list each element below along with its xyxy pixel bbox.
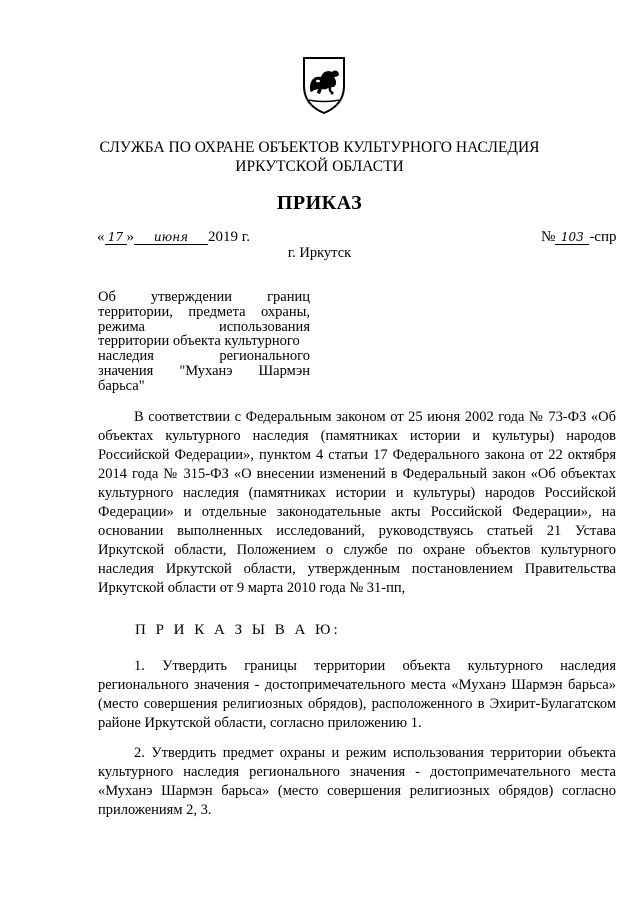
date-month-handwritten: июня xyxy=(134,231,208,245)
subject-word: регионального xyxy=(219,348,310,365)
subject-word: границ xyxy=(267,289,310,305)
subject-word: Об xyxy=(98,289,116,305)
subject-line xyxy=(98,349,310,364)
subject-word: Шармэн xyxy=(258,362,310,379)
order-item-2: 2. Утвердить предмет охраны и режим использования территории объекта культурного наследия регионального значения - достопримечательного места «Муханэ Шармэн барьса» (место совершения религиозных обрядов) согласно приложениям 2, 3. xyxy=(98,745,616,818)
date-close-quote: » xyxy=(126,229,134,245)
subject-word: предмета xyxy=(188,303,246,320)
subject-line xyxy=(98,379,310,394)
subject-word: охраны, xyxy=(261,303,310,320)
organization-line-2: ИРКУТСКОЙ ОБЛАСТИ xyxy=(235,158,404,175)
number-suffix: -спр xyxy=(589,229,617,245)
subject-line xyxy=(98,320,310,335)
document-date xyxy=(97,229,250,246)
date-day-handwritten: 17 xyxy=(105,231,127,245)
number-prefix: № xyxy=(541,229,556,245)
subject-word: "Муханэ xyxy=(179,362,233,379)
subject-word: барьса" xyxy=(98,377,145,394)
subject-word: значения xyxy=(98,362,154,379)
subject-word: использования xyxy=(218,318,310,335)
subject-line xyxy=(98,290,310,305)
subject-line xyxy=(98,305,310,320)
subject-word: утверждении xyxy=(150,289,233,305)
subject-line xyxy=(98,364,310,379)
subject-line xyxy=(98,334,310,349)
document-type-title: ПРИКАЗ xyxy=(276,192,363,214)
subject-word: территории объекта культурного xyxy=(98,333,300,350)
subject-block xyxy=(98,290,310,394)
organization-name xyxy=(0,138,639,176)
organization-line-1: СЛУЖБА ПО ОХРАНЕ ОБЪЕКТОВ КУЛЬТУРНОГО НАСЛЕДИЯ xyxy=(99,139,540,156)
preamble-paragraph: В соответствии с Федеральным законом от 25 июня 2002 года № 73-ФЗ «Об объектах культурного наследия (памятниках истории и культуры) народов Российской Федерации», пунктом 4 статьи 17 Федерального закона от 22 октября 2014 года № 315-ФЗ «О внесении изменений в Федеральный закон «Об объектах культурного наследия (памятниках истории и культуры) народов Российской Федерации» и отдельные законодательные акты Российской Федерации», на основании выполненных исследований, руководствуясь статьей 21 Устава Иркутской области, Положением о службе по охране объектов культурного наследия Иркутской области, утвержденным постановлением Правительства Иркутской области от 9 марта 2010 года № 31-пп, xyxy=(98,409,616,596)
date-year: 2019 г. xyxy=(208,229,250,245)
subject-word: территории, xyxy=(98,303,173,320)
number-handwritten: 103 xyxy=(555,231,589,245)
order-word: П Р И К А З Ы В А Ю: xyxy=(135,622,341,638)
irkutsk-coat-of-arms-icon xyxy=(301,56,347,114)
subject-word: наследия xyxy=(98,348,154,365)
order-item-1: 1. Утвердить границы территории объекта культурного наследия регионального значения - достопримечательного места «Муханэ Шармэн барьса» (место совершения религиозных обрядов), расположенного в Эхирит-Булагатском районе Иркутской области, согласно приложению 1. xyxy=(98,658,616,731)
document-city: г. Иркутск xyxy=(287,245,352,261)
document-number xyxy=(541,229,617,246)
subject-word: режима xyxy=(98,318,145,335)
date-open-quote: « xyxy=(97,229,105,245)
